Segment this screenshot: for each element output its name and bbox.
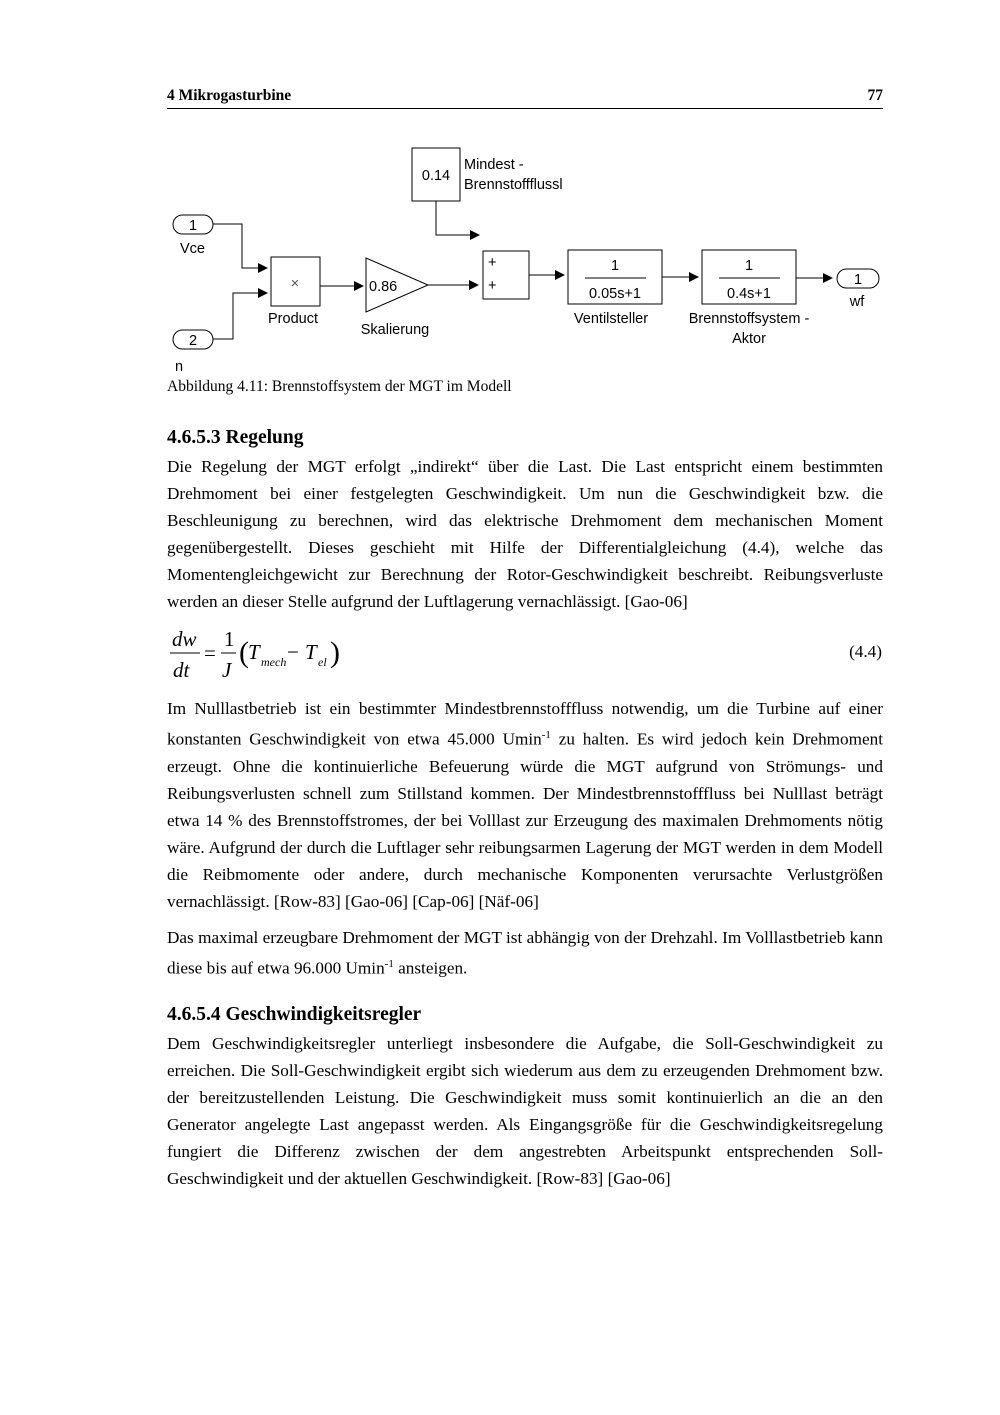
gain-label: Skalierung <box>360 322 430 338</box>
eq-rhs-numerator: 1 <box>224 627 235 651</box>
eq-t-mech-subscript: mech <box>261 655 287 669</box>
paragraph-nulllast-part1: Im Nulllastbetrieb ist ein bestimmter Mindestbrennstofffluss notwendig, um die Turbine auf einer konstanten Geschwindigkeit von etwa 45.000 Umin <box>167 699 883 749</box>
page-number: 77 <box>867 87 883 104</box>
input-port-2-number: 2 <box>188 333 198 349</box>
constant-label-line1: Mindest - <box>464 157 524 173</box>
input-port-1-label: Vce <box>180 241 205 257</box>
signal-line-n <box>213 293 267 339</box>
paragraph-nulllast-superscript: -1 <box>541 729 551 741</box>
paragraph-nulllast-part2: zu halten. Es wird jedoch kein Drehmoment erzeugt. Ohne die kontinuierliche Befeuerung würde die MGT aufgrund von Strömungs- und Reibungsverlusten schnell zum Stillstand kommen. Der Mindestbrennstofffluss bei Nulllast beträgt etwa 14 % des Brennstoffstromes, der bei Volllast zur Erzeugung des maximalen Drehmoments nötig wäre. Aufgrund der durch die Luftlager sehr reibungsarmen Lagerung der MGT werden in dem Modell die Reibmomente oder andere, durch mechanische Komponenten verursachte Verlustgrößen vernachlässigt. [Row-83] [Gao-06] [Cap-06] [Näf-06] <box>167 729 883 911</box>
actuator-numerator: 1 <box>744 258 754 274</box>
actuator-transfer-block <box>689 250 810 347</box>
eq-t-mech: T <box>248 640 260 664</box>
section-heading-geschwindigkeitsregler: 4.6.5.4 Geschwindigkeitsregler <box>167 1004 422 1025</box>
paragraph-nulllast <box>167 695 883 915</box>
svg-text:(: ( <box>239 636 249 669</box>
eq-t-el-subscript: el <box>318 655 327 669</box>
svg-text:): ) <box>330 636 340 669</box>
constant-value: 0.14 <box>421 168 451 184</box>
actuator-label-line2: Aktor <box>732 331 766 347</box>
gain-value: 0.86 <box>369 279 398 295</box>
input-port-1 <box>173 215 213 257</box>
valve-numerator: 1 <box>610 258 620 274</box>
sum-sign-2: + <box>488 278 497 294</box>
valve-denominator: 0.05s+1 <box>588 286 642 302</box>
fuel-system-block-diagram <box>160 140 900 375</box>
equation-4-4 <box>160 622 890 688</box>
constant-block <box>412 148 563 201</box>
equation-number: (4.4) <box>849 642 882 661</box>
running-header <box>167 86 883 109</box>
product-label: Product <box>268 311 318 327</box>
actuator-denominator: 0.4s+1 <box>727 286 771 302</box>
output-port-number: 1 <box>853 272 863 288</box>
valve-label: Ventilsteller <box>573 311 649 327</box>
signal-line-vce <box>213 224 267 268</box>
input-port-2 <box>173 330 213 375</box>
eq-rhs-denominator: J <box>222 658 232 682</box>
paragraph-drehmoment <box>167 924 883 982</box>
constant-label-line2: Brennstoffflussl <box>464 177 563 193</box>
sum-sign-1: + <box>488 255 497 271</box>
actuator-label-line1: Brennstoffsystem - <box>688 311 810 327</box>
paragraph-regelung: Die Regelung der MGT erfolgt „indirekt“ über die Last. Die Last entspricht einem bestimmten Drehmoment bei einer festgelegten Geschwindigkeit. Um nun die Geschwindigkeit bzw. die Beschleunigung zu berechnen, wird das elektrische Drehmoment dem mechanischen Moment gegenübergestellt. Dieses geschieht mit Hilfe der Differentialgleichung (4.4), welche das Momentengleichgewicht zur Berechnung der Rotor-Geschwindigkeit beschreibt. Reibungsverluste werden an dieser Stelle aufgrund der Luftlagerung vernachlässigt. [Gao-06] <box>167 457 883 611</box>
sum-block <box>483 251 529 299</box>
section-heading-regelung: 4.6.5.3 Regelung <box>167 427 304 448</box>
product-block <box>268 257 320 327</box>
output-port-label: wf <box>849 294 865 310</box>
paragraph-drehmoment-part1: Das maximal erzeugbare Drehmoment der MGT ist abhängig von der Drehzahl. Im Volllastbetrieb kann diese bis auf etwa 96.000 Umin <box>167 928 883 978</box>
figure-caption: Abbildung 4.11: Brennstoffsystem der MGT im Modell <box>167 378 512 395</box>
output-port <box>837 269 879 310</box>
eq-lhs-denominator: dt <box>173 658 190 682</box>
gain-block <box>361 258 430 338</box>
paragraph-drehmoment-part2: ansteigen. <box>393 958 468 978</box>
signal-line-constant-sum <box>436 201 479 235</box>
eq-t-el: T <box>305 640 317 664</box>
product-symbol: × <box>290 276 300 292</box>
eq-equals: = <box>204 641 216 665</box>
paragraph-drehmoment-superscript: -1 <box>384 958 394 970</box>
valve-transfer-block <box>568 250 662 327</box>
chapter-title: 4 Mikrogasturbine <box>167 87 292 104</box>
paragraph-geschwindigkeitsregler: Dem Geschwindigkeitsregler unterliegt insbesondere die Aufgabe, die Soll-Geschwindigkeit zu erreichen. Die Soll-Geschwindigkeit ergibt sich wiederum aus dem zu erzeugenden Drehmoment bzw. der bereitzustellenden Leistung. Die Geschwindigkeit muss somit kontinuierlich an die an den Generator angelegte Last angepasst werden. Als Eingangsgröße für die Geschwindigkeitsregelung fungiert die Differenz zwischen der dem angestrebten Arbeitspunkt entsprechenden Soll-Geschwindigkeit und der aktuellen Geschwindigkeit. [Row-83] [Gao-06] <box>167 1034 883 1188</box>
eq-lhs-numerator: dw <box>172 627 197 651</box>
input-port-1-number: 1 <box>188 218 198 234</box>
eq-minus: − <box>287 640 299 664</box>
input-port-2-label: n <box>175 359 184 375</box>
